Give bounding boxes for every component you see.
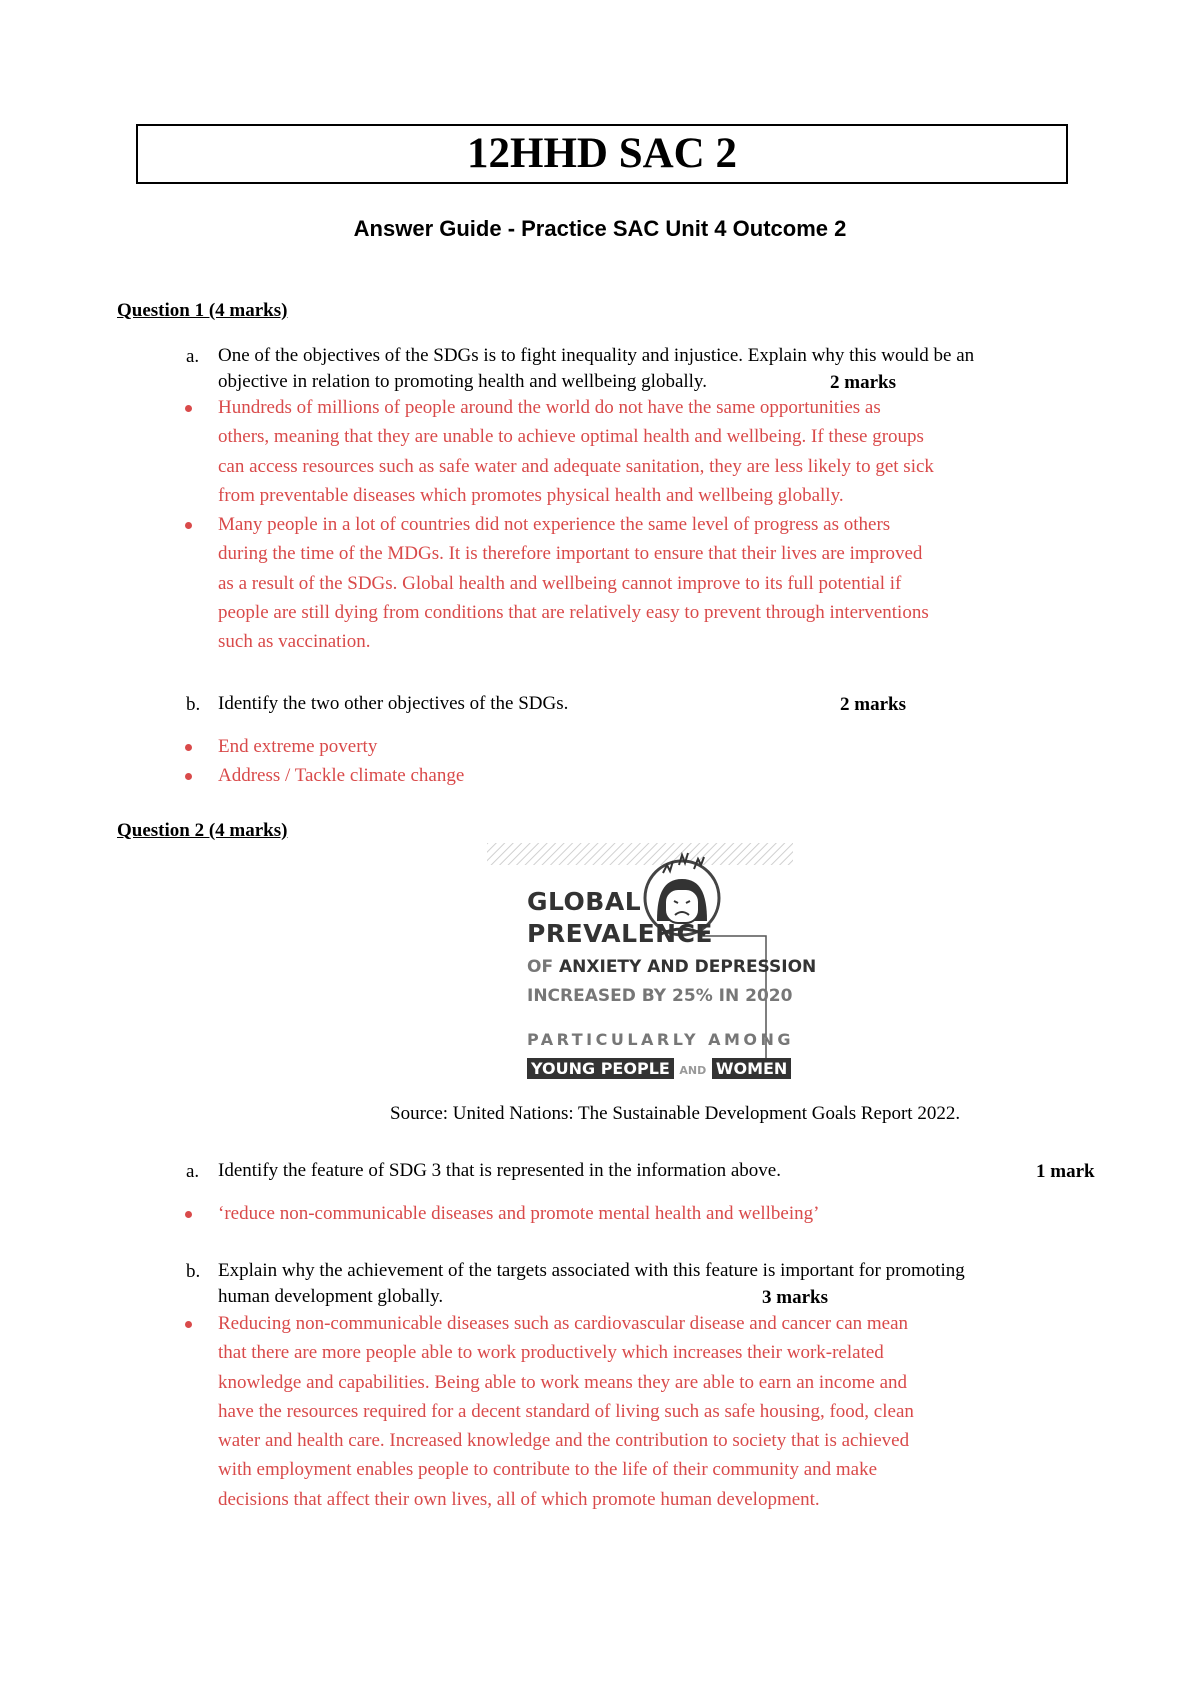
infographic-line4: INCREASED BY 25% IN 2020 <box>527 986 793 1006</box>
infographic-tags <box>527 1059 791 1078</box>
infographic-line3-text: ANXIETY AND DEPRESSION <box>559 957 817 977</box>
document-subtitle: Answer Guide - Practice SAC Unit 4 Outcome 2 <box>353 216 847 241</box>
answer-line: Hundreds of millions of people around the world do not have the same opportunities as <box>218 397 881 418</box>
q2b-marks: 3 marks <box>762 1287 828 1308</box>
infographic-source: Source: United Nations: The Sustainable Development Goals Report 2022. <box>390 1103 961 1124</box>
question-1-heading: Question 1 (4 marks) <box>117 300 288 321</box>
answer-line: with employment enables people to contribute to the life of their community and make <box>218 1459 878 1481</box>
q2a-letter: a. <box>186 1161 200 1182</box>
answer-bullet <box>185 773 192 780</box>
answer-line: that there are more people able to work productively which increases their work-related <box>218 1342 884 1364</box>
q2a-marks: 1 mark <box>1036 1161 1095 1182</box>
title-box <box>136 124 1068 184</box>
answer-line: Many people in a lot of countries did not experience the same level of progress as others <box>218 514 891 535</box>
tag-women: WOMEN <box>712 1058 792 1079</box>
infographic-line3 <box>527 957 816 977</box>
q1b-letter: b. <box>186 694 201 715</box>
q2b-question-line2: human development globally. <box>218 1286 444 1307</box>
q1a-marks: 2 marks <box>830 372 896 393</box>
infographic-line5: PARTICULARLY AMONG <box>527 1030 795 1049</box>
answer-line: others, meaning that they are unable to achieve optimal health and wellbeing. If these groups <box>218 426 924 448</box>
q2b-letter: b. <box>186 1261 201 1282</box>
q1a-letter: a. <box>186 346 200 367</box>
q1a-answer-1 <box>218 393 1098 510</box>
answer-line: from preventable diseases which promotes physical health and wellbeing globally. <box>218 484 844 506</box>
tag-young-people: YOUNG PEOPLE <box>527 1058 674 1079</box>
answer-line: knowledge and capabilities. Being able to work means they are able to earn an income and <box>218 1371 908 1393</box>
answer-line: have the resources required for a decent standard of living such as safe housing, food, clean <box>218 1400 914 1422</box>
q1b-answer-2: Address / Tackle climate change <box>218 765 465 786</box>
infographic-line1: GLOBAL <box>527 887 642 916</box>
answer-line: as a result of the SDGs. Global health and wellbeing cannot improve to its full potential if <box>218 572 902 594</box>
answer-line: water and health care. Increased knowledge and the contribution to society that is achieved <box>218 1430 910 1452</box>
q2a-question: Identify the feature of SDG 3 that is represented in the information above. <box>218 1160 781 1181</box>
q2a-answer: ‘reduce non-communicable diseases and promote mental health and wellbeing’ <box>218 1203 820 1224</box>
answer-bullet <box>185 1321 192 1328</box>
answer-bullet <box>185 744 192 751</box>
infographic-line2: PREVALENCE <box>527 919 714 948</box>
q1b-question: Identify the two other objectives of the SDGs. <box>218 693 569 714</box>
answer-line: Reducing non-communicable diseases such as cardiovascular disease and cancer can mean <box>218 1313 909 1334</box>
infographic-line3-prefix: OF <box>527 957 554 977</box>
answer-line: decisions that affect their own lives, all of which promote human development. <box>218 1488 820 1510</box>
answer-line: such as vaccination. <box>218 631 371 653</box>
answer-bullet <box>185 1211 192 1218</box>
q1b-answer-1: End extreme poverty <box>218 736 378 757</box>
q1b-marks: 2 marks <box>840 694 906 715</box>
answer-bullet <box>185 522 192 529</box>
tag-and: AND <box>679 1064 707 1077</box>
q1a-answer-2 <box>218 510 1098 656</box>
answer-line: during the time of the MDGs. It is therefore important to ensure that their lives are improved <box>218 543 923 565</box>
question-2-heading: Question 2 (4 marks) <box>117 820 288 841</box>
q1a-question-line2: objective in relation to promoting health and wellbeing globally. <box>218 371 707 392</box>
answer-bullet <box>185 405 192 412</box>
answer-line: people are still dying from conditions that are relatively easy to prevent through interventions <box>218 601 929 623</box>
q2b-answer <box>218 1309 1098 1514</box>
document-title: 12HHD SAC 2 <box>467 130 737 177</box>
answer-line: can access resources such as safe water and adequate sanitation, they are less likely to get sick <box>218 455 934 477</box>
q1a-question-line1: One of the objectives of the SDGs is to fight inequality and injustice. Explain why this would be an <box>218 345 975 366</box>
infographic <box>487 843 817 1090</box>
q2b-question-line1: Explain why the achievement of the targets associated with this feature is important for promoting <box>218 1260 965 1281</box>
